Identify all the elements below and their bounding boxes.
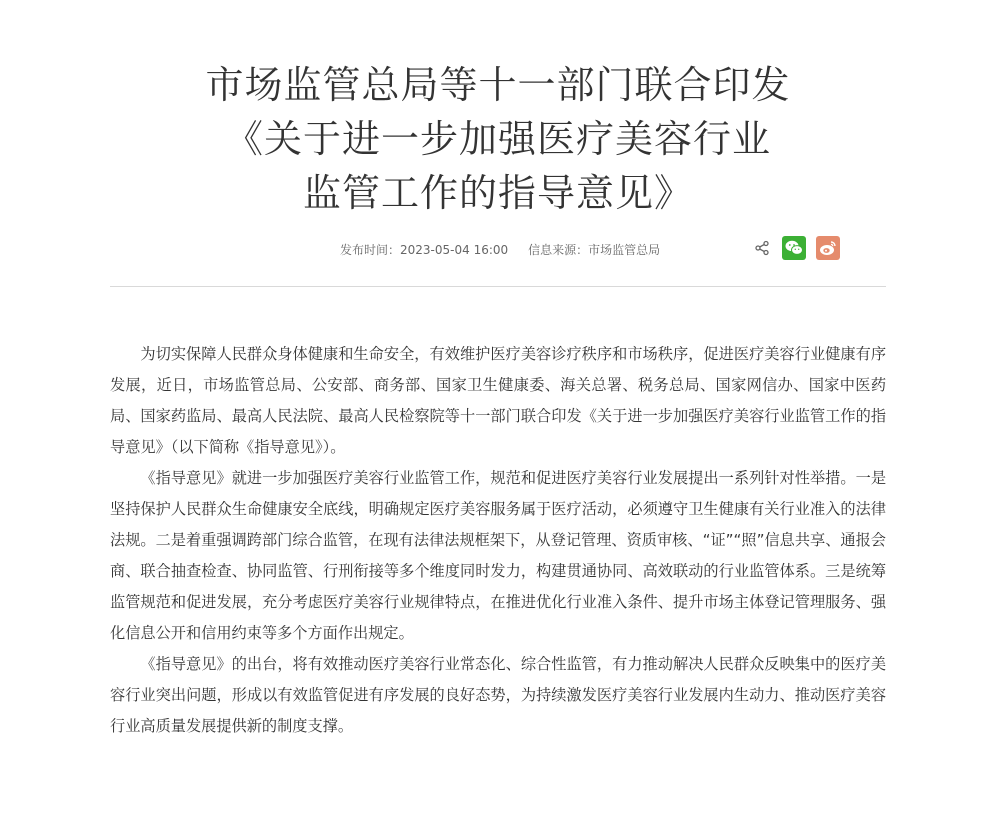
title-line-3: 监管工作的指导意见》 <box>302 171 693 215</box>
publish-time: 2023-05-04 16:00 <box>400 243 509 257</box>
source-value: 市场监管总局 <box>588 243 661 257</box>
article-meta <box>110 238 886 262</box>
paragraph-1: 为切实保障人民群众身体健康和生命安全，有效维护医疗美容诊疗秩序和市场秩序，促进医疗美容行业健康有序发展，近日，市场监管总局、公安部、商务部、国家卫生健康委、海关总署、税务总局、国家网信办、国家中医药局、国家药监局、最高人民法院、最高人民检察院等十一部门联合印发《关于进一步加强医疗美容行业监管工作的指导意见》（以下简称《指导意见》）。 <box>110 345 886 456</box>
title-line-1: 市场监管总局等十一部门联合印发 <box>205 63 791 107</box>
paragraph-3: 《指导意见》的出台，将有效推动医疗美容行业常态化、综合性监管，有力推动解决人民群众反映集中的医疗美容行业突出问题，形成以有效监管促进有序发展的良好态势，为持续激发医疗美容行业发展内生动力、推动医疗美容行业高质量发展提供新的制度支撑。 <box>110 655 886 735</box>
wechat-icon[interactable] <box>782 236 806 260</box>
divider <box>110 286 886 287</box>
paragraph-2: 《指导意见》就进一步加强医疗美容行业监管工作，规范和促进医疗美容行业发展提出一系列针对性举措。一是坚持保护人民群众生命健康安全底线，明确规定医疗美容服务属于医疗活动，必须遵守卫生健康有关行业准入的法律法规。二是着重强调跨部门综合监管，在现有法律法规框架下，从登记管理、资质审核、“证”“照”信息共享、通报会商、联合抽查检查、协同监管、行刑衔接等多个维度同时发力，构建贯通协同、高效联动的行业监管体系。三是统筹监管规范和促进发展，充分考虑医疗美容行业规律特点，在推进优化行业准入条件、提升市场主体登记管理服务、强化信息公开和信用约束等多个方面作出规定。 <box>110 469 886 642</box>
article-title <box>110 58 886 220</box>
article-body <box>110 339 886 742</box>
share-icon[interactable] <box>752 238 772 258</box>
source-label: 信息来源： <box>528 243 589 257</box>
article <box>110 0 886 742</box>
publish-label: 发布时间： <box>340 243 401 257</box>
meta-text <box>340 241 660 258</box>
share-bar <box>752 236 840 260</box>
title-line-2: 《关于进一步加强医疗美容行业 <box>224 117 771 161</box>
weibo-icon[interactable] <box>816 236 840 260</box>
